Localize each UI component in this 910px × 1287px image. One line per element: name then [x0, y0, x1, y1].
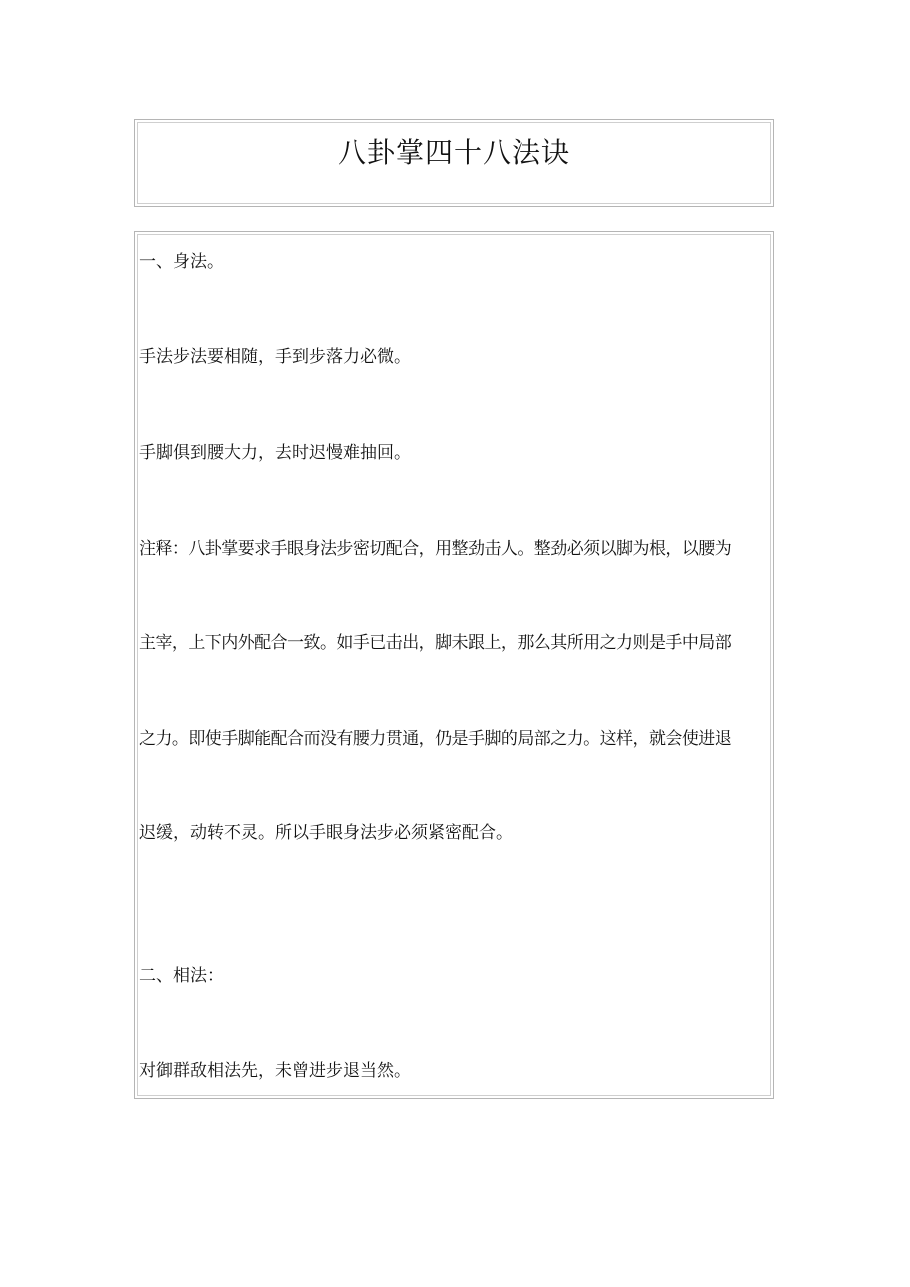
- content-frame: [134, 231, 774, 1099]
- verse-line-2: 手脚俱到腰大力，去时迟慢难抽回。: [139, 443, 411, 463]
- annotation-line-1: 注释：八卦掌要求手眼身法步密切配合，用整劲击人。整劲必须以脚为根，以腰为: [139, 539, 732, 559]
- title-frame-inner: [137, 122, 771, 204]
- verse-line-1: 手法步法要相随，手到步落力必微。: [139, 347, 411, 367]
- section-heading-shenfa: 一、身法。: [139, 252, 224, 272]
- annotation-line-2: 主宰，上下内外配合一致。如手已击出，脚未跟上，那么其所用之力则是手中局部: [139, 633, 732, 653]
- document-title: 八卦掌四十八法诀: [337, 136, 570, 169]
- annotation-line-4: 迟缓，动转不灵。所以手眼身法步必须紧密配合。: [139, 823, 513, 843]
- section-heading-xiangfa: 二、相法：: [139, 966, 224, 986]
- title-frame: [134, 119, 774, 207]
- annotation-line-3: 之力。即使手脚能配合而没有腰力贯通，仍是手脚的局部之力。这样，就会使进退: [139, 729, 732, 749]
- content-frame-inner: [137, 234, 771, 1096]
- verse-line-3: 对御群敌相法先，未曾进步退当然。: [139, 1061, 411, 1081]
